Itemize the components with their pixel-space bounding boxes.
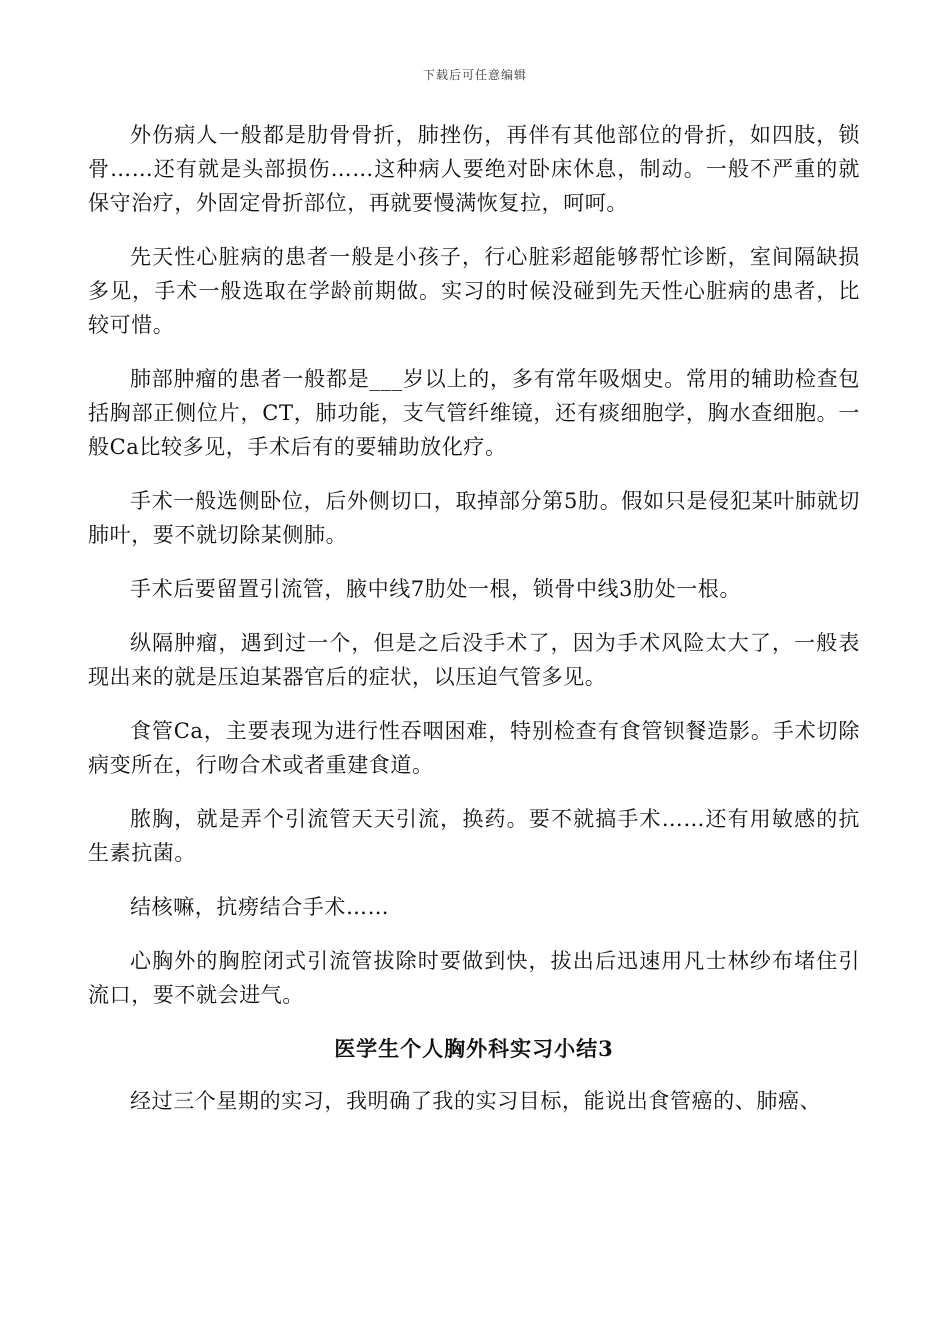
header-note: 下载后可任意编辑 [422,68,527,82]
paragraph-tuberculosis: 结核嘛，抗痨结合手术…… [130,895,390,919]
paragraph-drainage: 手术后要留置引流管，腋中线7肋处一根，锁骨中线3肋处一根。 [130,577,742,601]
paragraph-chest-tube: 心胸外的胸腔闭式引流管拔除时要做到快，拔出后迅速用凡士林纱布堵住引流口，要不就会进气。 [88,949,860,1007]
paragraph-esophageal: 食管Ca，主要表现为进行性吞咽困难，特别检查有食管钡餐造影。手术切除病变所在，行吻合术或者重建食道。 [88,719,860,777]
paragraph-congenital-heart: 先天性心脏病的患者一般是小孩子，行心脏彩超能够帮忙诊断，室间隔缺损多见，手术一般选取在学龄前期做。实习的时候没碰到先天性心脏病的患者，比较可惜。 [88,245,860,337]
document-body [88,118,860,1138]
paragraph-summary-start: 经过三个星期的实习，我明确了我的实习目标，能说出食管癌的、肺癌、 [130,1089,822,1113]
paragraph-empyema: 脓胸，就是弄个引流管天天引流，换药。要不就搞手术……还有用敏感的抗生素抗菌。 [88,807,860,865]
paragraph-trauma: 外伤病人一般都是肋骨骨折，肺挫伤，再伴有其他部位的骨折，如四肢，锁骨……还有就是头部损伤……这种病人要绝对卧床休息，制动。一般不严重的就保守治疗，外固定骨折部位，再就要慢满恢复拉，呵呵。 [88,123,860,215]
section-title: 医学生个人胸外科实习小结3 [334,1036,614,1061]
paragraph-lung-tumor: 肺部肿瘤的患者一般都是___岁以上的，多有常年吸烟史。常用的辅助检查包括胸部正侧位片，CT，肺功能，支气管纤维镜，还有痰细胞学，胸水查细胞。一般Ca比较多见，手术后有的要辅助放化疗。 [88,367,860,459]
paragraph-mediastinal: 纵隔肿瘤，遇到过一个，但是之后没手术了，因为手术风险太大了，一般表现出来的就是压迫某器官后的症状，以压迫气管多见。 [88,631,860,689]
paragraph-surgery-position: 手术一般选侧卧位，后外侧切口，取掉部分第5肋。假如只是侵犯某叶肺就切肺叶，要不就切除某侧肺。 [88,489,860,547]
